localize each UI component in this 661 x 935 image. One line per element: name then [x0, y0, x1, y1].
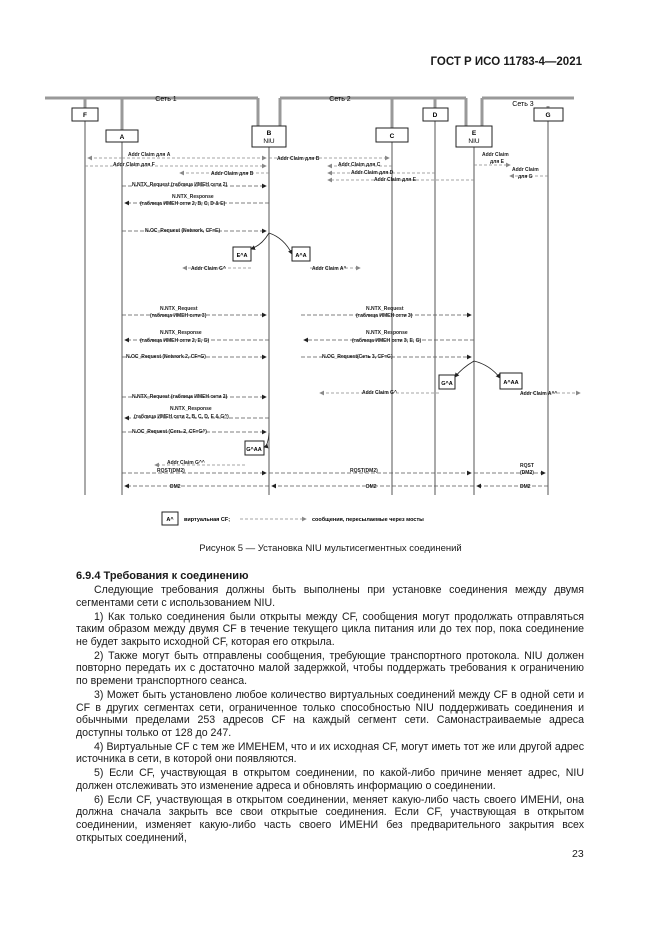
msg-label: DM2 — [520, 484, 531, 490]
msg-label: (таблица ИМЕН сети 2, B, C, D & E) — [140, 201, 226, 207]
legend-virtual-label: виртуальная CF; — [184, 517, 231, 523]
msg-label: N.OC_Request (Сеть 2, CF=G^) — [132, 429, 207, 435]
msg-label: (таблица ИМЕН сети 3) — [356, 313, 413, 319]
msg-label: N.NTX_Request (таблица ИМЕН сети 2) — [132, 394, 228, 400]
section-title: 6.9.4 Требования к соединению — [76, 570, 249, 582]
document-header: ГОСТ Р ИСО 11783-4—2021 — [430, 56, 582, 68]
msg-label: RQST(DM2) — [157, 468, 185, 474]
segment-label-1: Сеть 1 — [155, 96, 177, 103]
msg-label: Addr Claim для B — [211, 171, 254, 177]
msg-label: DM2 — [366, 484, 377, 490]
msg-label: N.NTX_Response — [366, 330, 408, 336]
lifelines — [85, 121, 548, 495]
paragraph: 2) Также могут быть отправлены сообщения, требующие транспортного протокола. NIU должен повторно передать их с достаточно малой задержкой, чтобы поддержать требования к ограничению по времени транспортного сеанса. — [76, 649, 584, 687]
msg-label: Addr Claim G^ — [362, 390, 397, 396]
legend-bridged-label: сообщения, пересылаемые через мосты — [312, 517, 424, 523]
msg-label: DM2 — [170, 484, 181, 490]
msg-label: Addr Claim для B — [277, 156, 320, 162]
msg-label: Addr Claim G^ — [191, 266, 226, 272]
paragraph: 5) Если CF, участвующая в открытом соединении, по какой-либо причине меняет адрес, NIU должен отслеживать это изменение адреса и обновлять информацию о соединении. — [76, 767, 584, 792]
virtual-cf-e-label: E^A — [236, 253, 248, 259]
msg-label: Addr Claim A^ — [312, 266, 347, 272]
msg-label: N.NTX_Request — [366, 306, 404, 312]
paragraph: 4) Виртуальные CF с тем же ИМЕНЕМ, что и их исходная CF, могут иметь тот же или другой адрес источника в сети, в которой они появляются. — [76, 740, 584, 766]
page-number: 23 — [572, 848, 584, 860]
legend — [162, 512, 424, 525]
create-aa-arrow — [474, 361, 500, 378]
msg-label: (DM2) — [520, 470, 534, 476]
node-a-label: A — [119, 134, 125, 141]
msg-label: Addr Claim для A — [128, 152, 171, 158]
virtual-cf-g-label: G^A — [441, 381, 453, 387]
paragraph: 1) Как только соединения были открыты между CF, сообщения могут продолжать отправляться таким образом между двумя CF в течение текущего цикла питания или до тех пор, пока соединение не будет закрыто исходной CF, которая его открыла. — [76, 610, 584, 648]
msg-label: N.OC_Request(Сеть 3, CF=G) — [322, 354, 393, 360]
msg-label: Addr Claim для D — [351, 170, 394, 176]
virtual-cf-aa-label: A^AA — [503, 380, 519, 386]
node-b-label: B — [266, 130, 272, 137]
msg-label: N.NTX_Request — [160, 306, 198, 312]
node-f-label: F — [83, 112, 87, 119]
msg-label: для E — [490, 159, 504, 165]
node-b-sub: NIU — [263, 138, 275, 145]
node-c-label: C — [389, 133, 395, 140]
paragraph: 3) Может быть установлено любое количество виртуальных соединений между CF в одной сети и CF в других сегментах сети, ограниченное только способностью NIU поддерживать соединения и обычными пределами 253 адресов CF на каждый сегмент сети. Самонастраиваемые адреса доступны только от 128 до 247. — [76, 688, 584, 739]
msg-label: (таблица ИМЕН сети 3) — [150, 313, 207, 319]
msg-label: RQST — [520, 463, 534, 469]
msg-label: RQST(DM2) — [350, 468, 378, 474]
msg-label: Addr Claim — [482, 152, 509, 158]
msg-label: N.OC_Request (Network 2, CF=G) — [126, 354, 206, 360]
node-e-sub: NIU — [468, 138, 480, 145]
segment-label-3: Сеть 3 — [512, 101, 534, 108]
section-body — [76, 584, 584, 846]
msg-label: N.NTX_Response — [172, 194, 214, 200]
virtual-cf-gaa-label: G^AA — [246, 447, 262, 453]
paragraph: 6) Если CF, участвующая в открытом соединении, меняет какую-либо часть своего ИМЕНИ, она должна сначала закрыть все свои открытые соединения. Если CF, участвующая в открытом соединении, изменяет какую-либо часть своего ИМЕНИ без предварительного закрытия всех открытых соединений, — [76, 793, 584, 844]
msg-label: N.NTX_Response — [160, 330, 202, 336]
create-a-arrow — [269, 233, 292, 254]
node-g-label: G — [545, 112, 551, 119]
msg-label: Addr Claim для E — [374, 177, 417, 183]
msg-label: Addr Claim для F — [113, 162, 155, 168]
legend-symbol: A^ — [166, 517, 174, 523]
msg-label: Addr Claim A^^ — [520, 391, 558, 397]
msg-label: (таблица ИМЕН сети 2, B, C, D, E & G^) — [134, 414, 229, 420]
paragraph: Следующие требования должны быть выполнены при установке соединения между двумя сегментами сети с использованием NIU. — [76, 584, 584, 609]
figure-caption: Рисунок 5 — Установка NIU мультисегментных соединений — [199, 543, 462, 554]
msg-label: N.OC_Request (Network, CF=E) — [145, 228, 221, 234]
create-e-arrow — [251, 233, 269, 249]
msg-label: (таблица ИМЕН сети 3, E, G) — [352, 338, 422, 344]
node-d-label: D — [432, 112, 438, 119]
msg-label: Addr Claim — [512, 167, 539, 173]
create-gaa-arrow — [264, 433, 269, 447]
create-g-arrow — [455, 361, 474, 377]
node-e-label: E — [471, 130, 477, 137]
segment-label-2: Сеть 2 — [329, 96, 351, 103]
msg-label: Addr Claim G^^ — [167, 460, 205, 466]
msg-label: N.NTX_Request (таблица ИМЕН сети 2) — [132, 182, 228, 188]
msg-label: Addr Claim для C — [338, 162, 381, 168]
msg-label: (таблица ИМЕН сети 2, E, G) — [140, 338, 210, 344]
msg-label: N.NTX_Response — [170, 406, 212, 412]
msg-label: для G — [518, 174, 533, 180]
virtual-cf-a-label: A^A — [295, 253, 307, 259]
